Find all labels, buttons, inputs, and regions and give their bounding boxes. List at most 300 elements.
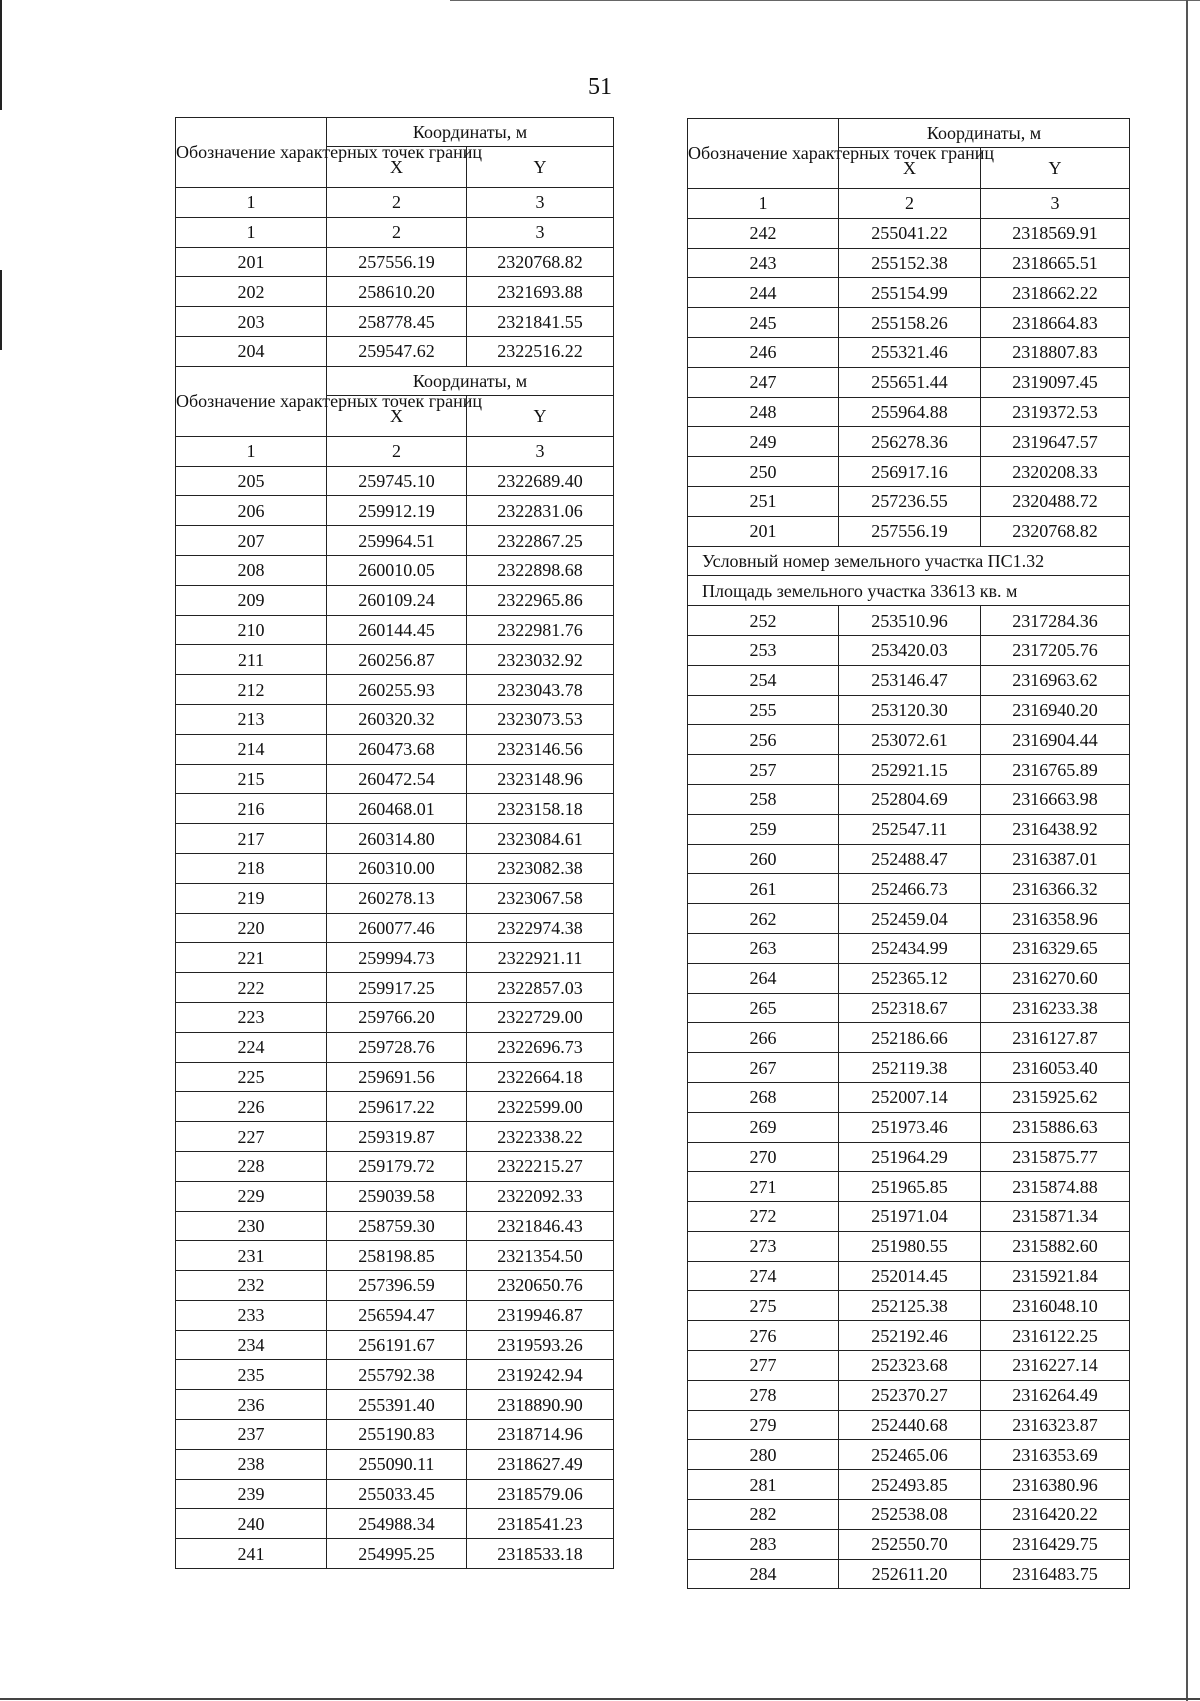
point-number-cell: 201 <box>176 247 327 277</box>
x-coordinate-cell: 254988.34 <box>327 1509 467 1539</box>
table-row <box>688 1202 1130 1232</box>
point-number-cell: 226 <box>176 1092 327 1122</box>
point-number-cell: 273 <box>688 1231 839 1261</box>
table-row <box>176 1300 614 1330</box>
point-number-cell: 236 <box>176 1390 327 1420</box>
point-number-cell: 266 <box>688 1023 839 1053</box>
table-row <box>688 1500 1130 1530</box>
point-number-cell: 205 <box>176 466 327 496</box>
x-coordinate-cell: 252440.68 <box>839 1410 981 1440</box>
point-number-cell: 207 <box>176 526 327 556</box>
x-coordinate-cell: 255041.22 <box>839 218 981 248</box>
point-number-cell: 239 <box>176 1479 327 1509</box>
x-coordinate-cell: 252014.45 <box>839 1261 981 1291</box>
table-row <box>176 913 614 943</box>
point-number-cell: 217 <box>176 824 327 854</box>
x-coordinate-cell: 260468.01 <box>327 794 467 824</box>
table-row <box>176 1211 614 1241</box>
x-coordinate-cell: 252921.15 <box>839 755 981 785</box>
table-row <box>176 704 614 734</box>
table-row <box>688 933 1130 963</box>
x-coordinate-cell: 259745.10 <box>327 466 467 496</box>
point-number-cell: 260 <box>688 844 839 874</box>
x-coordinate-cell: 252538.08 <box>839 1500 981 1530</box>
table-row <box>688 337 1130 367</box>
table-row <box>176 1330 614 1360</box>
point-number-cell: 231 <box>176 1241 327 1271</box>
table-row <box>176 247 614 277</box>
table-row <box>688 1023 1130 1053</box>
x-coordinate-cell: 252611.20 <box>839 1559 981 1589</box>
table-row <box>176 645 614 675</box>
x-coordinate-cell: 258778.45 <box>327 307 467 337</box>
y-coordinate-cell: 2322898.68 <box>467 555 614 585</box>
y-coordinate-cell: 2321846.43 <box>467 1211 614 1241</box>
table-row <box>176 336 614 366</box>
table-row <box>688 1529 1130 1559</box>
y-coordinate-cell: 2322215.27 <box>467 1151 614 1181</box>
y-coordinate-cell: 2316420.22 <box>981 1500 1130 1530</box>
y-coordinate-cell: 2323082.38 <box>467 853 614 883</box>
y-coordinate-cell: 2322981.76 <box>467 615 614 645</box>
table-row <box>688 784 1130 814</box>
y-coordinate-cell: 2316387.01 <box>981 844 1130 874</box>
point-number-cell: 203 <box>176 307 327 337</box>
column-number: 2 <box>327 188 467 218</box>
point-number-cell: 272 <box>688 1202 839 1232</box>
table-row <box>688 1410 1130 1440</box>
y-coordinate-cell: 2319097.45 <box>981 367 1130 397</box>
y-coordinate-cell: 2317284.36 <box>981 606 1130 636</box>
point-number-cell: 269 <box>688 1112 839 1142</box>
x-coordinate-cell: 258198.85 <box>327 1241 467 1271</box>
x-coordinate-cell: 252007.14 <box>839 1082 981 1112</box>
x-coordinate-cell: 259728.76 <box>327 1032 467 1062</box>
point-number-cell: 204 <box>176 336 327 366</box>
point-number-cell: 224 <box>176 1032 327 1062</box>
plot-number-row <box>688 546 1130 576</box>
table-row <box>688 755 1130 785</box>
point-number-cell: 219 <box>176 883 327 913</box>
y-coordinate-cell: 2316483.75 <box>981 1559 1130 1589</box>
point-number-cell: 248 <box>688 397 839 427</box>
y-coordinate-cell: 2316663.98 <box>981 784 1130 814</box>
x-coordinate-cell: 260256.87 <box>327 645 467 675</box>
table-row <box>688 1291 1130 1321</box>
x-coordinate-cell: 252466.73 <box>839 874 981 904</box>
y-coordinate-cell: 2316366.32 <box>981 874 1130 904</box>
y-coordinate-cell: 2323146.56 <box>467 734 614 764</box>
y-coordinate-cell: 2322092.33 <box>467 1181 614 1211</box>
y-coordinate-cell: 2318533.18 <box>467 1539 614 1569</box>
y-coordinate-cell: 2315882.60 <box>981 1231 1130 1261</box>
table-row <box>688 1053 1130 1083</box>
y-coordinate-cell: 2320208.33 <box>981 457 1130 487</box>
header-point-designation: Обозначение характерных точек границ <box>176 366 327 436</box>
x-coordinate-cell: 255152.38 <box>839 248 981 278</box>
x-coordinate-cell: 260314.80 <box>327 824 467 854</box>
x-coordinate-cell: 259766.20 <box>327 1002 467 1032</box>
point-number-cell: 274 <box>688 1261 839 1291</box>
y-coordinate-cell: 2317205.76 <box>981 635 1130 665</box>
y-coordinate-cell: 2320650.76 <box>467 1271 614 1301</box>
table-header-row <box>176 118 614 147</box>
header-coordinates: Координаты, м <box>327 118 614 147</box>
table-row <box>176 1092 614 1122</box>
table-row <box>176 277 614 307</box>
y-coordinate-cell: 2322729.00 <box>467 1002 614 1032</box>
y-coordinate-cell: 2323158.18 <box>467 794 614 824</box>
x-coordinate-cell: 252318.67 <box>839 993 981 1023</box>
x-coordinate-cell: 251971.04 <box>839 1202 981 1232</box>
point-number-cell: 250 <box>688 457 839 487</box>
table-row <box>176 675 614 705</box>
column-number: 3 <box>467 188 614 218</box>
point-number-cell: 237 <box>176 1420 327 1450</box>
y-coordinate-cell: 2319593.26 <box>467 1330 614 1360</box>
plot-area-label: Площадь земельного участка 33613 кв. м <box>688 576 1130 606</box>
y-coordinate-cell: 2320488.72 <box>981 486 1130 516</box>
y-coordinate-cell: 2316127.87 <box>981 1023 1130 1053</box>
x-coordinate-cell: 252488.47 <box>839 844 981 874</box>
x-coordinate-cell: 255190.83 <box>327 1420 467 1450</box>
y-coordinate-cell: 2318714.96 <box>467 1420 614 1450</box>
x-coordinate-cell: 259912.19 <box>327 496 467 526</box>
x-coordinate-cell: 255792.38 <box>327 1360 467 1390</box>
point-number-cell: 262 <box>688 904 839 934</box>
table-row <box>176 496 614 526</box>
table-row <box>688 308 1130 338</box>
point-number-cell: 271 <box>688 1172 839 1202</box>
y-coordinate-cell: 2321841.55 <box>467 307 614 337</box>
x-coordinate-cell: 252547.11 <box>839 814 981 844</box>
point-number-cell: 230 <box>176 1211 327 1241</box>
x-coordinate-cell: 257236.55 <box>839 486 981 516</box>
x-coordinate-cell: 252465.06 <box>839 1440 981 1470</box>
table-row <box>176 1271 614 1301</box>
table-row <box>688 516 1130 546</box>
x-coordinate-cell: 260010.05 <box>327 555 467 585</box>
point-number-cell: 249 <box>688 427 839 457</box>
x-coordinate-cell: 258759.30 <box>327 1211 467 1241</box>
table-row <box>688 814 1130 844</box>
y-coordinate-cell: 2316048.10 <box>981 1291 1130 1321</box>
column-number: 2 <box>839 189 981 219</box>
point-number-cell: 264 <box>688 963 839 993</box>
y-coordinate-cell: 2323032.92 <box>467 645 614 675</box>
coordinates-table-left <box>175 117 614 1569</box>
point-number-cell: 229 <box>176 1181 327 1211</box>
table-row <box>688 844 1130 874</box>
point-number-cell: 220 <box>176 913 327 943</box>
table-row <box>688 457 1130 487</box>
table-row <box>176 1360 614 1390</box>
point-number-cell: 253 <box>688 635 839 665</box>
y-coordinate-cell: 2318890.90 <box>467 1390 614 1420</box>
table-row <box>688 904 1130 934</box>
table-row <box>688 427 1130 457</box>
x-coordinate-cell: 253120.30 <box>839 695 981 725</box>
x-coordinate-cell: 254995.25 <box>327 1539 467 1569</box>
point-number-cell: 210 <box>176 615 327 645</box>
table-row <box>176 943 614 973</box>
y-coordinate-cell: 2322921.11 <box>467 943 614 973</box>
table-body-right-block2 <box>688 606 1130 1589</box>
x-coordinate-cell: 260310.00 <box>327 853 467 883</box>
table-body-left-block2 <box>176 466 614 1568</box>
table-row <box>688 248 1130 278</box>
point-number-cell: 243 <box>688 248 839 278</box>
y-coordinate-cell: 2321354.50 <box>467 1241 614 1271</box>
table-body-right-block1 <box>688 218 1130 546</box>
y-coordinate-cell: 2318541.23 <box>467 1509 614 1539</box>
x-coordinate-cell: 252119.38 <box>839 1053 981 1083</box>
point-number-cell: 1 <box>176 217 327 247</box>
point-number-cell: 265 <box>688 993 839 1023</box>
x-coordinate-cell: 253420.03 <box>839 635 981 665</box>
x-coordinate-cell: 252370.27 <box>839 1380 981 1410</box>
y-coordinate-cell: 2322831.06 <box>467 496 614 526</box>
y-coordinate-cell: 2322689.40 <box>467 466 614 496</box>
x-coordinate-cell: 259039.58 <box>327 1181 467 1211</box>
x-coordinate-cell: 260144.45 <box>327 615 467 645</box>
point-number-cell: 211 <box>176 645 327 675</box>
point-number-cell: 214 <box>176 734 327 764</box>
x-coordinate-cell: 2 <box>327 217 467 247</box>
table-row <box>688 993 1130 1023</box>
table-body-left-block1 <box>176 217 614 366</box>
y-coordinate-cell: 2315921.84 <box>981 1261 1130 1291</box>
x-coordinate-cell: 252493.85 <box>839 1470 981 1500</box>
plot-number-label: Условный номер земельного участка ПС1.32 <box>688 546 1130 576</box>
y-coordinate-cell: 2323067.58 <box>467 883 614 913</box>
table-row <box>688 963 1130 993</box>
column-number-row <box>176 188 614 218</box>
y-coordinate-cell: 2316358.96 <box>981 904 1130 934</box>
point-number-cell: 218 <box>176 853 327 883</box>
x-coordinate-cell: 260473.68 <box>327 734 467 764</box>
table-row <box>176 853 614 883</box>
point-number-cell: 242 <box>688 218 839 248</box>
header-y: Y <box>981 148 1130 189</box>
x-coordinate-cell: 252550.70 <box>839 1529 981 1559</box>
y-coordinate-cell: 2318627.49 <box>467 1449 614 1479</box>
point-number-cell: 234 <box>176 1330 327 1360</box>
scan-edge-line-right <box>1186 0 1188 1701</box>
table-row <box>176 1539 614 1569</box>
y-coordinate-cell: 2320768.82 <box>981 516 1130 546</box>
y-coordinate-cell: 2318569.91 <box>981 218 1130 248</box>
table-row <box>176 307 614 337</box>
y-coordinate-cell: 2318662.22 <box>981 278 1130 308</box>
y-coordinate-cell: 2322664.18 <box>467 1062 614 1092</box>
y-coordinate-cell: 2316904.44 <box>981 725 1130 755</box>
column-number: 1 <box>176 188 327 218</box>
y-coordinate-cell: 2318664.83 <box>981 308 1130 338</box>
table-row <box>688 1142 1130 1172</box>
point-number-cell: 267 <box>688 1053 839 1083</box>
table-row <box>176 794 614 824</box>
x-coordinate-cell: 251965.85 <box>839 1172 981 1202</box>
x-coordinate-cell: 257556.19 <box>839 516 981 546</box>
header-x: X <box>327 147 467 188</box>
point-number-cell: 270 <box>688 1142 839 1172</box>
table-row <box>688 397 1130 427</box>
table-row <box>688 1112 1130 1142</box>
x-coordinate-cell: 260077.46 <box>327 913 467 943</box>
x-coordinate-cell: 256917.16 <box>839 457 981 487</box>
y-coordinate-cell: 2322696.73 <box>467 1032 614 1062</box>
y-coordinate-cell: 2318807.83 <box>981 337 1130 367</box>
column-number-row <box>176 436 614 466</box>
point-number-cell: 233 <box>176 1300 327 1330</box>
table-row <box>688 1231 1130 1261</box>
point-number-cell: 280 <box>688 1440 839 1470</box>
x-coordinate-cell: 260255.93 <box>327 675 467 705</box>
y-coordinate-cell: 2316233.38 <box>981 993 1130 1023</box>
table-row <box>176 585 614 615</box>
header-y: Y <box>467 147 614 188</box>
x-coordinate-cell: 259617.22 <box>327 1092 467 1122</box>
table-row <box>176 466 614 496</box>
point-number-cell: 244 <box>688 278 839 308</box>
y-coordinate-cell: 2323084.61 <box>467 824 614 854</box>
table-row <box>688 1172 1130 1202</box>
x-coordinate-cell: 255651.44 <box>839 367 981 397</box>
point-number-cell: 282 <box>688 1500 839 1530</box>
point-number-cell: 206 <box>176 496 327 526</box>
table-row <box>688 874 1130 904</box>
table-row <box>688 367 1130 397</box>
x-coordinate-cell: 260278.13 <box>327 883 467 913</box>
table-row <box>688 606 1130 636</box>
point-number-cell: 209 <box>176 585 327 615</box>
x-coordinate-cell: 252186.66 <box>839 1023 981 1053</box>
point-number-cell: 235 <box>176 1360 327 1390</box>
point-number-cell: 252 <box>688 606 839 636</box>
point-number-cell: 228 <box>176 1151 327 1181</box>
column-number: 3 <box>981 189 1130 219</box>
point-number-cell: 222 <box>176 973 327 1003</box>
scan-edge-line-top <box>450 0 1200 1</box>
x-coordinate-cell: 253072.61 <box>839 725 981 755</box>
y-coordinate-cell: 2319372.53 <box>981 397 1130 427</box>
y-coordinate-cell: 2316429.75 <box>981 1529 1130 1559</box>
y-coordinate-cell: 2322516.22 <box>467 336 614 366</box>
x-coordinate-cell: 252365.12 <box>839 963 981 993</box>
header-coordinates: Координаты, м <box>327 366 614 395</box>
y-coordinate-cell: 2315874.88 <box>981 1172 1130 1202</box>
table-row <box>688 1470 1130 1500</box>
x-coordinate-cell: 252125.38 <box>839 1291 981 1321</box>
table-row <box>688 1261 1130 1291</box>
x-coordinate-cell: 260320.32 <box>327 704 467 734</box>
point-number-cell: 223 <box>176 1002 327 1032</box>
x-coordinate-cell: 259917.25 <box>327 973 467 1003</box>
table-row <box>176 526 614 556</box>
point-number-cell: 251 <box>688 486 839 516</box>
table-row <box>176 1181 614 1211</box>
y-coordinate-cell: 2316353.69 <box>981 1440 1130 1470</box>
point-number-cell: 279 <box>688 1410 839 1440</box>
x-coordinate-cell: 255391.40 <box>327 1390 467 1420</box>
x-coordinate-cell: 255158.26 <box>839 308 981 338</box>
table-row <box>688 725 1130 755</box>
point-number-cell: 254 <box>688 665 839 695</box>
point-number-cell: 245 <box>688 308 839 338</box>
column-number: 1 <box>688 189 839 219</box>
y-coordinate-cell: 2322599.00 <box>467 1092 614 1122</box>
x-coordinate-cell: 252434.99 <box>839 933 981 963</box>
point-number-cell: 259 <box>688 814 839 844</box>
x-coordinate-cell: 259547.62 <box>327 336 467 366</box>
table-row <box>176 973 614 1003</box>
x-coordinate-cell: 255154.99 <box>839 278 981 308</box>
point-number-cell: 208 <box>176 555 327 585</box>
y-coordinate-cell: 2316940.20 <box>981 695 1130 725</box>
y-coordinate-cell: 2316380.96 <box>981 1470 1130 1500</box>
table-row <box>688 218 1130 248</box>
table-row <box>176 764 614 794</box>
x-coordinate-cell: 260109.24 <box>327 585 467 615</box>
y-coordinate-cell: 2315875.77 <box>981 1142 1130 1172</box>
table-row <box>688 1380 1130 1410</box>
point-number-cell: 225 <box>176 1062 327 1092</box>
table-header-row <box>176 366 614 395</box>
point-number-cell: 263 <box>688 933 839 963</box>
x-coordinate-cell: 258610.20 <box>327 277 467 307</box>
table-row <box>176 1122 614 1152</box>
y-coordinate-cell: 2318579.06 <box>467 1479 614 1509</box>
table-row <box>176 1062 614 1092</box>
x-coordinate-cell: 252192.46 <box>839 1321 981 1351</box>
y-coordinate-cell: 2323073.53 <box>467 704 614 734</box>
x-coordinate-cell: 255321.46 <box>839 337 981 367</box>
header-coordinates: Координаты, м <box>839 119 1130 148</box>
y-coordinate-cell: 2320768.82 <box>467 247 614 277</box>
point-number-cell: 216 <box>176 794 327 824</box>
table-row <box>688 1440 1130 1470</box>
point-number-cell: 256 <box>688 725 839 755</box>
y-coordinate-cell: 2315871.34 <box>981 1202 1130 1232</box>
point-number-cell: 275 <box>688 1291 839 1321</box>
x-coordinate-cell: 256191.67 <box>327 1330 467 1360</box>
table-row <box>176 217 614 247</box>
header-x: X <box>327 395 467 436</box>
point-number-cell: 277 <box>688 1351 839 1381</box>
table-row <box>688 665 1130 695</box>
point-number-cell: 278 <box>688 1380 839 1410</box>
page-number: 51 <box>588 74 612 100</box>
scan-edge-line-left-lower <box>0 270 2 350</box>
x-coordinate-cell: 251980.55 <box>839 1231 981 1261</box>
y-coordinate-cell: 2322965.86 <box>467 585 614 615</box>
y-coordinate-cell: 2316765.89 <box>981 755 1130 785</box>
y-coordinate-cell: 2323148.96 <box>467 764 614 794</box>
x-coordinate-cell: 253146.47 <box>839 665 981 695</box>
table-row <box>176 1420 614 1450</box>
table-row <box>688 1321 1130 1351</box>
coordinates-table-right <box>687 118 1130 1589</box>
column-number-row <box>688 189 1130 219</box>
point-number-cell: 268 <box>688 1082 839 1112</box>
table-row <box>176 1479 614 1509</box>
y-coordinate-cell: 2316270.60 <box>981 963 1130 993</box>
point-number-cell: 261 <box>688 874 839 904</box>
table-row <box>688 278 1130 308</box>
point-number-cell: 257 <box>688 755 839 785</box>
y-coordinate-cell: 3 <box>467 217 614 247</box>
